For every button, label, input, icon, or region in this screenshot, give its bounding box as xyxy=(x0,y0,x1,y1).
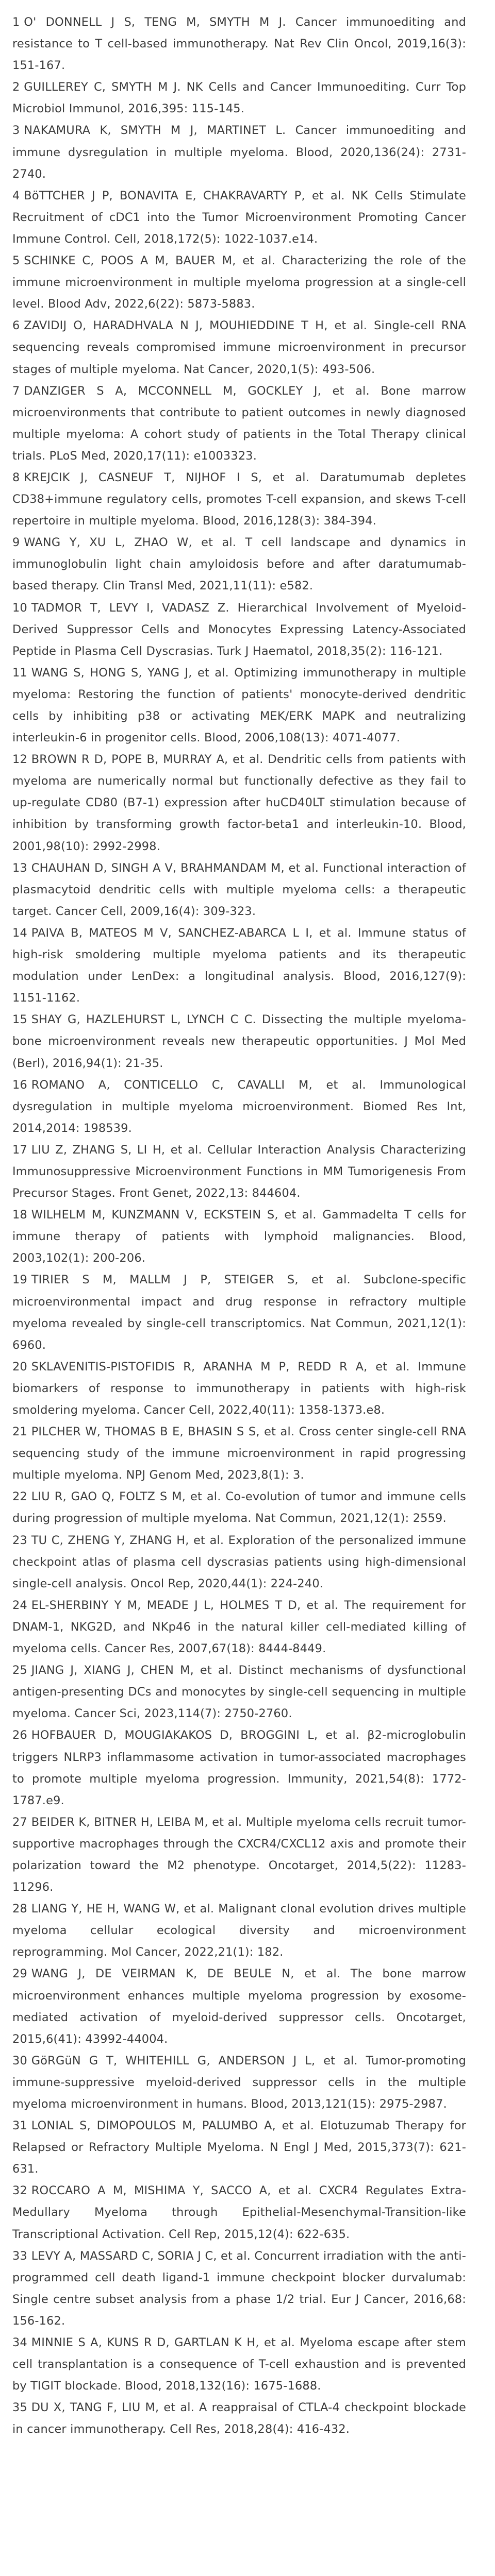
reference-item xyxy=(12,120,466,184)
reference-item xyxy=(12,1963,466,2049)
reference-item xyxy=(12,1009,466,1074)
reference-text: LIU Z, ZHANG S, LI H, et al. Cellular Interaction Analysis Characterizing Immunosuppressive Microenvironment Functions in MM Tumorigenesis From Precursor Stages. Front Genet, 2022,13: 844604. xyxy=(12,1143,466,1200)
reference-number: 24 xyxy=(12,1598,27,1612)
reference-text: KREJCIK J, CASNEUF T, NIJHOF I S, et al. Daratumumab depletes CD38+immune regulatory cells, promotes T-cell expansion, and skews T-cell repertoire in multiple myeloma. Blood, 2016,128(3): 384-394. xyxy=(12,470,466,528)
reference-number: 22 xyxy=(12,1490,27,1504)
reference-text: GUILLEREY C, SMYTH M J. NK Cells and Cancer Immunoediting. Curr Top Microbiol Immunol, 2016,395: 115-145. xyxy=(12,80,466,116)
reference-item xyxy=(12,749,466,857)
reference-number: 11 xyxy=(12,666,27,680)
reference-text: BROWN R D, POPE B, MURRAY A, et al. Dendritic cells from patients with myeloma are numerically normal but functionally defective as they fail to up-regulate CD80 (B7-1) expression after huCD40LT stimulation because of inhibition by transforming growth factor-beta1 and interleukin-10. Blood, 2001,98(10): 2992-2998. xyxy=(12,753,466,853)
reference-item xyxy=(12,1204,466,1269)
reference-item xyxy=(12,2115,466,2180)
reference-text: EL-SHERBINY Y M, MEADE J L, HOLMES T D, et al. The requirement for DNAM-1, NKG2D, and NKp46 in the natural killer cell-mediated killing of myeloma cells. Cancer Res, 2007,67(18): 8444-8449. xyxy=(12,1598,466,1656)
reference-number: 35 xyxy=(12,2401,27,2415)
reference-number: 7 xyxy=(12,384,20,398)
reference-item xyxy=(12,597,466,662)
reference-number: 21 xyxy=(12,1425,27,1439)
reference-text: TU C, ZHENG Y, ZHANG H, et al. Exploration of the personalized immune checkpoint atlas of plasma cell dyscrasias patients using high-dimensional single-cell analysis. Oncol Rep, 2020,44(1): 224-240. xyxy=(12,1533,466,1590)
reference-item xyxy=(12,1421,466,1486)
reference-text: LIANG Y, HE H, WANG W, et al. Malignant clonal evolution drives multiple myeloma cellular ecological diversity and microenvironment reprogramming. Mol Cancer, 2022,21(1): 182. xyxy=(12,1902,466,1959)
reference-text: SCHINKE C, POOS A M, BAUER M, et al. Characterizing the role of the immune microenvironment in multiple myeloma progression at a single-cell level. Blood Adv, 2022,6(22): 5873-5883. xyxy=(12,254,466,311)
reference-number: 13 xyxy=(12,861,27,875)
reference-item xyxy=(12,857,466,922)
reference-number: 25 xyxy=(12,1664,27,1677)
reference-text: CHAUHAN D, SINGH A V, BRAHMANDAM M, et al. Functional interaction of plasmacytoid dendritic cells with multiple myeloma cells: a therapeutic target. Cancer Cell, 2009,16(4): 309-323. xyxy=(12,861,466,918)
reference-number: 23 xyxy=(12,1533,27,1547)
reference-text: DU X, TANG F, LIU M, et al. A reappraisal of CTLA-4 checkpoint blockade in cancer immunotherapy. Cell Res, 2018,28(4): 416-432. xyxy=(12,2401,466,2436)
reference-text: ZAVIDIJ O, HARADHVALA N J, MOUHIEDDINE T H, et al. Single-cell RNA sequencing reveals compromised immune microenvironment in precursor stages of multiple myeloma. Nat Cancer, 2020,1(5): 493-506. xyxy=(12,319,466,376)
reference-item xyxy=(12,1811,466,1898)
reference-number: 19 xyxy=(12,1273,27,1287)
reference-item xyxy=(12,185,466,250)
reference-item xyxy=(12,2332,466,2397)
reference-item xyxy=(12,1595,466,1659)
reference-number: 2 xyxy=(12,80,20,94)
reference-item xyxy=(12,1486,466,1529)
reference-list xyxy=(12,11,466,2441)
reference-number: 14 xyxy=(12,926,27,940)
reference-text: LEVY A, MASSARD C, SORIA J C, et al. Concurrent irradiation with the anti-programmed cell death ligand-1 immune checkpoint blocker durvalumab: Single centre subset analysis from a phase 1/2 trial. Eur J Cancer, 2016,68: 156-162. xyxy=(12,2249,466,2328)
reference-number: 29 xyxy=(12,1967,27,1981)
reference-text: LONIAL S, DIMOPOULOS M, PALUMBO A, et al. Elotuzumab Therapy for Relapsed or Refractory Multiple Myeloma. N Engl J Med, 2015,373(7): 621-631. xyxy=(12,2119,466,2176)
reference-number: 9 xyxy=(12,536,20,550)
reference-number: 34 xyxy=(12,2336,27,2350)
reference-number: 20 xyxy=(12,1360,27,1374)
reference-item xyxy=(12,315,466,380)
reference-item xyxy=(12,2397,466,2440)
reference-text: ROCCARO A M, MISHIMA Y, SACCO A, et al. CXCR4 Regulates Extra-Medullary Myeloma through Epithelial-Mesenchymal-Transition-like Transcriptional Activation. Cell Rep, 2015,12(4): 622-635. xyxy=(12,2184,466,2241)
reference-text: TADMOR T, LEVY I, VADASZ Z. Hierarchical Involvement of Myeloid-Derived Suppressor Cells and Monocytes Expressing Latency-Associated Peptide in Plasma Cell Dyscrasias. Turk J Haematol, 2018,35(2): 116-121. xyxy=(12,601,466,658)
reference-item xyxy=(12,1356,466,1421)
reference-item xyxy=(12,11,466,76)
reference-number: 8 xyxy=(12,470,20,484)
reference-text: SHAY G, HAZLEHURST L, LYNCH C C. Dissecting the multiple myeloma-bone microenvironment reveals new therapeutic opportunities. J Mol Med (Berl), 2016,94(1): 21-35. xyxy=(12,1013,466,1070)
reference-item xyxy=(12,1659,466,1724)
reference-number: 16 xyxy=(12,1078,27,1092)
reference-number: 31 xyxy=(12,2119,27,2133)
reference-number: 17 xyxy=(12,1143,27,1157)
reference-text: HOFBAUER D, MOUGIAKAKOS D, BROGGINI L, et al. β2-microglobulin triggers NLRP3 inflammasome activation in tumor-associated macrophages to promote multiple myeloma progression. Immunity, 2021,54(8): 1772-1787.e9. xyxy=(12,1728,466,1807)
reference-text: WANG Y, XU L, ZHAO W, et al. T cell landscape and dynamics in immunoglobulin light chain amyloidosis before and after daratumumab-based therapy. Clin Transl Med, 2021,11(11): e582. xyxy=(12,536,466,593)
reference-item xyxy=(12,1724,466,1811)
reference-text: BEIDER K, BITNER H, LEIBA M, et al. Multiple myeloma cells recruit tumor-supportive macrophages through the CXCR4/CXCL12 axis and promote their polarization toward the M2 phenotype. Oncotarget, 2014,5(22): 11283-11296. xyxy=(12,1815,466,1894)
reference-text: PAIVA B, MATEOS M V, SANCHEZ-ABARCA L I, et al. Immune status of high-risk smoldering multiple myeloma patients and its therapeutic modulation under LenDex: a longitudinal analysis. Blood, 2016,127(9): 1151-1162. xyxy=(12,926,466,1005)
reference-number: 27 xyxy=(12,1815,27,1829)
reference-number: 30 xyxy=(12,2054,27,2067)
reference-item xyxy=(12,1269,466,1355)
reference-text: MINNIE S A, KUNS R D, GARTLAN K H, et al. Myeloma escape after stem cell transplantation is a consequence of T-cell exhaustion and is prevented by TIGIT blockade. Blood, 2018,132(16): 1675-1688. xyxy=(12,2336,466,2393)
reference-number: 28 xyxy=(12,1902,27,1916)
reference-number: 6 xyxy=(12,319,20,333)
reference-item xyxy=(12,922,466,1009)
reference-number: 26 xyxy=(12,1728,27,1742)
reference-number: 32 xyxy=(12,2184,27,2198)
reference-number: 4 xyxy=(12,189,20,202)
reference-text: BöTTCHER J P, BONAVITA E, CHAKRAVARTY P, et al. NK Cells Stimulate Recruitment of cDC1 into the Tumor Microenvironment Promoting Cancer Immune Control. Cell, 2018,172(5): 1022-1037.e14. xyxy=(12,189,466,246)
reference-number: 10 xyxy=(12,601,27,615)
reference-text: TIRIER S M, MALLM J P, STEIGER S, et al. Subclone-specific microenvironmental impact and drug response in refractory multiple myeloma revealed by single-cell transcriptomics. Nat Commun, 2021,12(1): 6960. xyxy=(12,1273,466,1352)
reference-text: SKLAVENITIS-PISTOFIDIS R, ARANHA M P, REDD R A, et al. Immune biomarkers of response to immunotherapy in patients with high-risk smoldering myeloma. Cancer Cell, 2022,40(11): 1358-1373.e8. xyxy=(12,1360,466,1417)
reference-number: 5 xyxy=(12,254,20,268)
reference-text: WANG S, HONG S, YANG J, et al. Optimizing immunotherapy in multiple myeloma: Restoring the function of patients' monocyte-derived dendritic cells by inhibiting p38 or activating MEK/ERK MAPK and neutralizing interleukin-6 in progenitor cells. Blood, 2006,108(13): 4071-4077. xyxy=(12,666,466,745)
reference-number: 3 xyxy=(12,124,20,138)
reference-item xyxy=(12,1139,466,1204)
reference-item xyxy=(12,250,466,315)
reference-text: ROMANO A, CONTICELLO C, CAVALLI M, et al. Immunological dysregulation in multiple myeloma microenvironment. Biomed Res Int, 2014,2014: 198539. xyxy=(12,1078,466,1135)
reference-text: DANZIGER S A, MCCONNELL M, GOCKLEY J, et al. Bone marrow microenvironments that contribute to patient outcomes in newly diagnosed multiple myeloma: A cohort study of patients in the Total Therapy clinical trials. PLoS Med, 2020,17(11): e1003323. xyxy=(12,384,466,463)
reference-text: PILCHER W, THOMAS B E, BHASIN S S, et al. Cross center single-cell RNA sequencing study of the immune microenvironment in rapid progressing multiple myeloma. NPJ Genom Med, 2023,8(1): 3. xyxy=(12,1425,466,1482)
reference-text: WANG J, DE VEIRMAN K, DE BEULE N, et al. The bone marrow microenvironment enhances multiple myeloma progression by exosome-mediated activation of myeloid-derived suppressor cells. Oncotarget, 2015,6(41): 43992-44004. xyxy=(12,1967,466,2046)
reference-text: JIANG J, XIANG J, CHEN M, et al. Distinct mechanisms of dysfunctional antigen-presenting DCs and monocytes by single-cell sequencing in multiple myeloma. Cancer Sci, 2023,114(7): 2750-2760. xyxy=(12,1664,466,1721)
reference-text: LIU R, GAO Q, FOLTZ S M, et al. Co-evolution of tumor and immune cells during progression of multiple myeloma. Nat Commun, 2021,12(1): 2559. xyxy=(12,1490,466,1526)
reference-item xyxy=(12,76,466,120)
reference-item xyxy=(12,1530,466,1595)
reference-item xyxy=(12,2245,466,2332)
reference-text: NAKAMURA K, SMYTH M J, MARTINET L. Cancer immunoediting and immune dysregulation in multiple myeloma. Blood, 2020,136(24): 2731-2740. xyxy=(12,124,466,181)
reference-number: 12 xyxy=(12,753,27,767)
reference-item xyxy=(12,532,466,597)
reference-number: 33 xyxy=(12,2249,27,2263)
reference-number: 1 xyxy=(12,15,20,29)
reference-text: WILHELM M, KUNZMANN V, ECKSTEIN S, et al. Gammadelta T cells for immune therapy of patients with lymphoid malignancies. Blood, 2003,102(1): 200-206. xyxy=(12,1208,466,1265)
reference-item xyxy=(12,2180,466,2245)
reference-number: 18 xyxy=(12,1208,27,1222)
reference-item xyxy=(12,662,466,749)
reference-item xyxy=(12,380,466,467)
reference-text: O' DONNELL J S, TENG M, SMYTH M J. Cancer immunoediting and resistance to T cell-based immunotherapy. Nat Rev Clin Oncol, 2019,16(3): 151-167. xyxy=(12,15,466,73)
reference-number: 15 xyxy=(12,1013,27,1027)
reference-text: GöRGüN G T, WHITEHILL G, ANDERSON J L, et al. Tumor-promoting immune-suppressive myeloid-derived suppressor cells in the multiple myeloma microenvironment in humans. Blood, 2013,121(15): 2975-2987. xyxy=(12,2054,466,2111)
reference-item xyxy=(12,1898,466,1963)
reference-item xyxy=(12,1074,466,1139)
reference-item xyxy=(12,467,466,532)
reference-item xyxy=(12,2050,466,2115)
